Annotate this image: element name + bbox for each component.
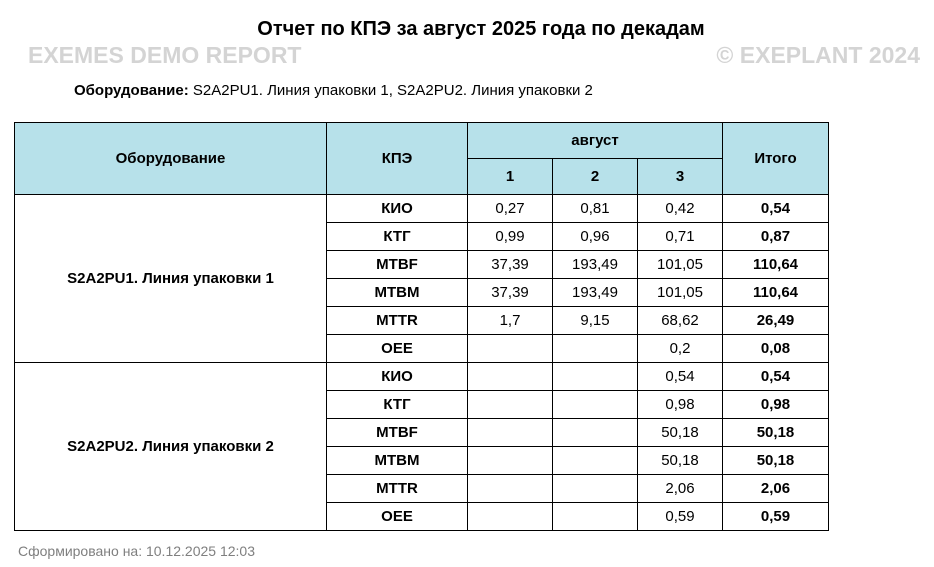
kpi-name-cell: OEE [327,335,468,363]
equipment-line [74,82,593,99]
decade-2-cell: 193,49 [553,251,638,279]
decade-1-cell [468,447,553,475]
generated-timestamp: Сформировано на: 10.12.2025 12:03 [18,543,255,559]
decade-3-cell: 0,59 [638,503,723,531]
decade-2-cell [553,447,638,475]
table-row [15,195,829,223]
decade-1-cell [468,419,553,447]
decade-3-cell: 0,54 [638,363,723,391]
total-cell: 0,59 [723,503,829,531]
decade-3-cell: 50,18 [638,447,723,475]
header-month: август [468,123,723,159]
header-total: Итого [723,123,829,195]
decade-1-cell [468,475,553,503]
decade-1-cell [468,335,553,363]
kpi-name-cell: КТГ [327,391,468,419]
decade-2-cell: 0,96 [553,223,638,251]
kpi-name-cell: MTTR [327,475,468,503]
total-cell: 26,49 [723,307,829,335]
kpi-report-table [14,122,829,531]
kpi-name-cell: MTBF [327,251,468,279]
watermark-right: © EXEPLANT 2024 [716,42,920,68]
kpi-name-cell: MTBM [327,447,468,475]
decade-3-cell: 68,62 [638,307,723,335]
kpi-name-cell: КИО [327,195,468,223]
decade-3-cell: 101,05 [638,251,723,279]
total-cell: 0,54 [723,195,829,223]
decade-1-cell: 1,7 [468,307,553,335]
total-cell: 0,98 [723,391,829,419]
decade-3-cell: 0,42 [638,195,723,223]
total-cell: 50,18 [723,447,829,475]
header-equipment: Оборудование [15,123,327,195]
total-cell: 0,54 [723,363,829,391]
decade-2-cell [553,503,638,531]
report-title: Отчет по КПЭ за август 2025 года по декадам [257,18,705,40]
total-cell: 0,87 [723,223,829,251]
equipment-name-cell: S2A2PU1. Линия упаковки 1 [15,195,327,363]
equipment-name-cell: S2A2PU2. Линия упаковки 2 [15,363,327,531]
table-body [15,195,829,531]
decade-3-cell: 0,2 [638,335,723,363]
header-decade-3: 3 [638,159,723,195]
decade-1-cell [468,503,553,531]
decade-1-cell: 0,99 [468,223,553,251]
decade-2-cell: 193,49 [553,279,638,307]
decade-3-cell: 0,98 [638,391,723,419]
header-decade-1: 1 [468,159,553,195]
decade-1-cell [468,363,553,391]
decade-1-cell [468,391,553,419]
kpi-name-cell: MTBM [327,279,468,307]
kpi-name-cell: MTBF [327,419,468,447]
decade-2-cell [553,335,638,363]
decade-3-cell: 0,71 [638,223,723,251]
decade-1-cell: 0,27 [468,195,553,223]
total-cell: 110,64 [723,279,829,307]
decade-3-cell: 50,18 [638,419,723,447]
equipment-value: S2A2PU1. Линия упаковки 1, S2A2PU2. Линия упаковки 2 [192,82,593,99]
decade-2-cell [553,419,638,447]
kpi-name-cell: КТГ [327,223,468,251]
header-kpi: КПЭ [327,123,468,195]
decade-3-cell: 2,06 [638,475,723,503]
decade-2-cell [553,391,638,419]
decade-1-cell: 37,39 [468,251,553,279]
decade-2-cell: 9,15 [553,307,638,335]
watermark-left: EXEMES DEMO REPORT [28,42,302,68]
decade-2-cell [553,363,638,391]
kpi-name-cell: MTTR [327,307,468,335]
total-cell: 110,64 [723,251,829,279]
decade-3-cell: 101,05 [638,279,723,307]
header-decade-2: 2 [553,159,638,195]
equipment-label: Оборудование: [74,82,189,99]
total-cell: 50,18 [723,419,829,447]
decade-1-cell: 37,39 [468,279,553,307]
total-cell: 2,06 [723,475,829,503]
kpi-name-cell: OEE [327,503,468,531]
decade-2-cell [553,475,638,503]
kpi-name-cell: КИО [327,363,468,391]
table-row [15,363,829,391]
total-cell: 0,08 [723,335,829,363]
decade-2-cell: 0,81 [553,195,638,223]
